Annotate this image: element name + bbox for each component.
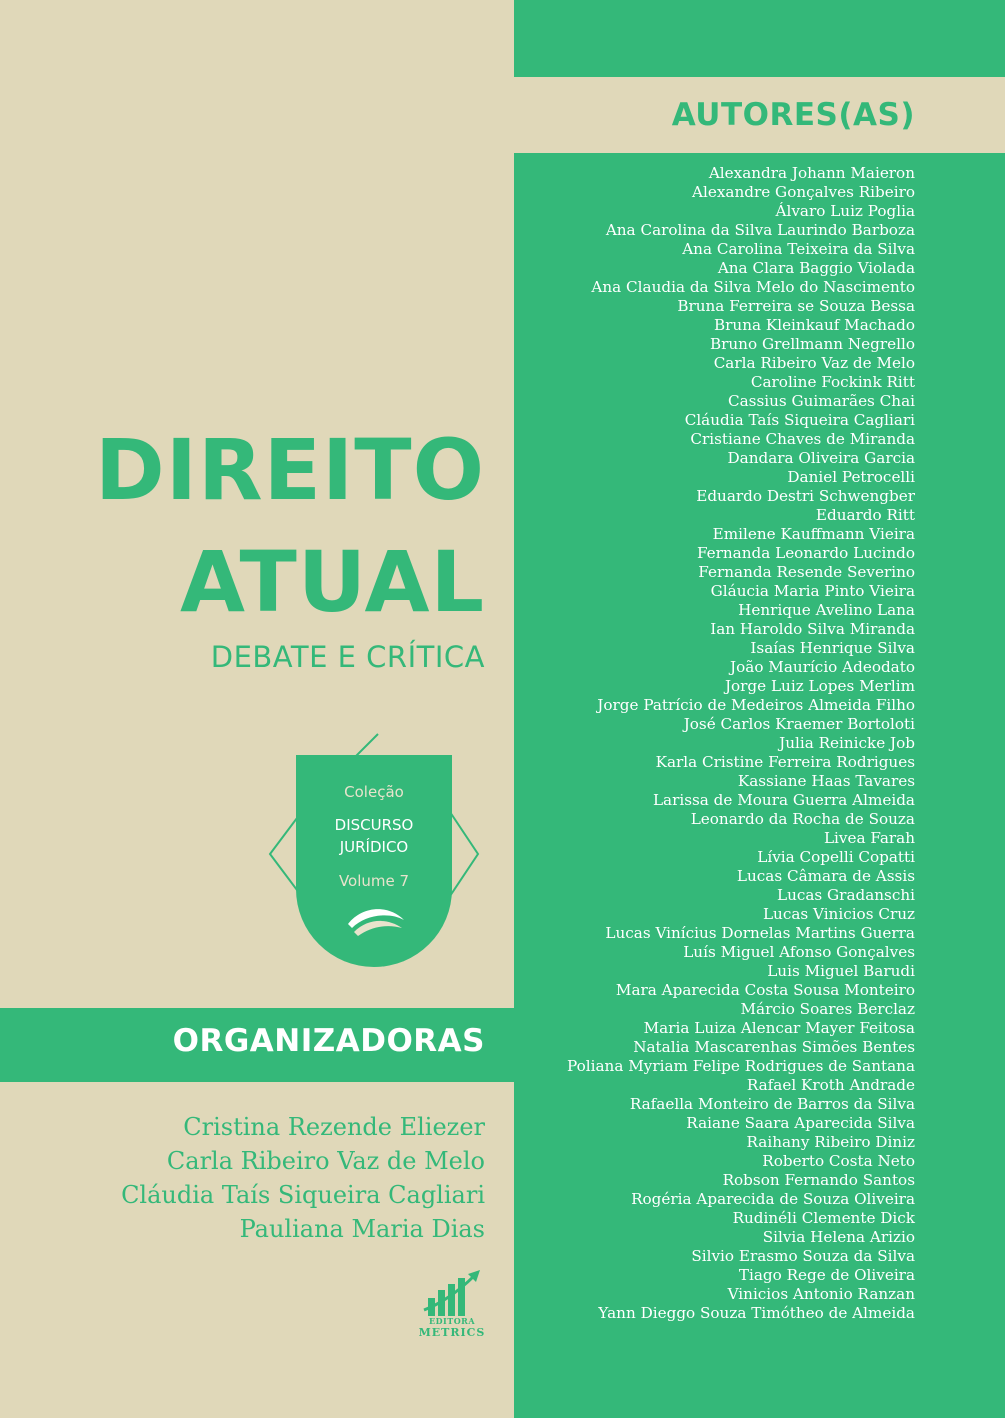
organizers-heading: ORGANIZADORAS bbox=[172, 1023, 485, 1059]
author-name: Vinicios Antonio Ranzan bbox=[727, 1285, 915, 1303]
collection-label: Coleção bbox=[344, 783, 404, 801]
author-name: Ana Carolina da Silva Laurindo Barboza bbox=[605, 221, 915, 239]
author-name: Ana Carolina Teixeira da Silva bbox=[682, 240, 915, 258]
author-name: Fernanda Resende Severino bbox=[698, 563, 915, 581]
author-name: Carla Ribeiro Vaz de Melo bbox=[713, 354, 915, 372]
author-name: Álvaro Luiz Poglia bbox=[775, 202, 915, 220]
author-name: Rudinéli Clemente Dick bbox=[732, 1209, 915, 1227]
author-name: Daniel Petrocelli bbox=[787, 468, 915, 486]
author-name: Gláucia Maria Pinto Vieira bbox=[710, 582, 915, 600]
author-name: Bruna Ferreira se Souza Bessa bbox=[677, 297, 915, 315]
author-name: Natalia Mascarenhas Simões Bentes bbox=[633, 1038, 915, 1056]
author-name: Leonardo da Rocha de Souza bbox=[690, 810, 915, 828]
author-name: Lucas Câmara de Assis bbox=[736, 867, 915, 885]
author-name: Ana Clara Baggio Violada bbox=[717, 259, 915, 277]
collection-name-line-1: DISCURSO bbox=[334, 816, 414, 834]
author-name: Julia Reinicke Job bbox=[779, 734, 915, 752]
author-name: Poliana Myriam Felipe Rodrigues de Santana bbox=[567, 1057, 915, 1075]
author-name: Cláudia Taís Siqueira Cagliari bbox=[684, 411, 915, 429]
author-name: Ana Claudia da Silva Melo do Nascimento bbox=[591, 278, 915, 296]
author-name: Yann Dieggo Souza Timótheo de Almeida bbox=[598, 1304, 915, 1322]
author-name: Luís Miguel Afonso Gonçalves bbox=[683, 943, 915, 961]
author-name: Luis Miguel Barudi bbox=[767, 962, 915, 980]
authors-heading: AUTORES(AS) bbox=[671, 97, 915, 133]
author-name: Bruno Grellmann Negrello bbox=[709, 335, 915, 353]
author-name: Karla Cristine Ferreira Rodrigues bbox=[655, 753, 915, 771]
author-name: Maria Luiza Alencar Mayer Feitosa bbox=[643, 1019, 915, 1037]
author-name: Eduardo Ritt bbox=[815, 506, 915, 524]
author-name: Rafaella Monteiro de Barros da Silva bbox=[629, 1095, 915, 1113]
book-title-line-1: DIREITO bbox=[94, 421, 485, 519]
publisher-name-line-1: EDITORA bbox=[428, 1316, 476, 1326]
authors-list bbox=[567, 164, 915, 1323]
author-name: Mara Aparecida Costa Sousa Monteiro bbox=[615, 981, 915, 999]
author-name: Emilene Kauffmann Vieira bbox=[712, 525, 915, 543]
organizer-name: Cláudia Taís Siqueira Cagliari bbox=[121, 1181, 485, 1209]
author-name: Kassiane Haas Tavares bbox=[737, 772, 915, 790]
author-name: Caroline Fockink Ritt bbox=[750, 373, 915, 391]
author-name: Jorge Luiz Lopes Merlim bbox=[724, 677, 915, 695]
organizers-list bbox=[121, 1110, 485, 1246]
author-name: Larissa de Moura Guerra Almeida bbox=[652, 791, 915, 809]
author-name: Lucas Gradanschi bbox=[777, 886, 915, 904]
author-name: Lucas Vinícius Dornelas Martins Guerra bbox=[605, 924, 915, 942]
author-name: José Carlos Kraemer Bortoloti bbox=[683, 715, 915, 733]
organizer-name: Pauliana Maria Dias bbox=[239, 1215, 485, 1243]
author-name: Lucas Vinicios Cruz bbox=[762, 905, 915, 923]
author-name: Márcio Soares Berclaz bbox=[740, 1000, 915, 1018]
author-name: Robson Fernando Santos bbox=[722, 1171, 915, 1189]
author-name: Jorge Patrício de Medeiros Almeida Filho bbox=[597, 696, 915, 714]
top-accent-band bbox=[514, 0, 1005, 77]
author-name: João Maurício Adeodato bbox=[730, 658, 915, 676]
author-name: Henrique Avelino Lana bbox=[738, 601, 915, 619]
author-name: Eduardo Destri Schwengber bbox=[696, 487, 915, 505]
author-name: Fernanda Leonardo Lucindo bbox=[696, 544, 915, 562]
swoosh-icon bbox=[344, 898, 408, 938]
author-name: Ian Haroldo Silva Miranda bbox=[710, 620, 915, 638]
author-name: Rafael Kroth Andrade bbox=[746, 1076, 915, 1094]
author-name: Lívia Copelli Copatti bbox=[757, 848, 915, 866]
collection-volume: Volume 7 bbox=[338, 872, 410, 890]
publisher-name-line-2: METRICS bbox=[418, 1326, 486, 1339]
author-name: Bruna Kleinkauf Machado bbox=[714, 316, 915, 334]
book-title-line-2: ATUAL bbox=[180, 533, 485, 631]
book-subtitle: DEBATE E CRÍTICA bbox=[210, 640, 485, 674]
author-name: Silvia Helena Arizio bbox=[762, 1228, 915, 1246]
author-name: Cassius Guimarães Chai bbox=[728, 392, 915, 410]
author-name: Rogéria Aparecida de Souza Oliveira bbox=[631, 1190, 915, 1208]
author-name: Alexandra Johann Maieron bbox=[708, 164, 915, 182]
author-name: Silvio Erasmo Souza da Silva bbox=[691, 1247, 915, 1265]
author-name: Alexandre Gonçalves Ribeiro bbox=[692, 183, 915, 201]
author-name: Livea Farah bbox=[823, 829, 915, 847]
author-name: Tiago Rege de Oliveira bbox=[738, 1266, 915, 1284]
author-name: Roberto Costa Neto bbox=[762, 1152, 915, 1170]
author-name: Isaías Henrique Silva bbox=[750, 639, 915, 657]
collection-name-line-2: JURÍDICO bbox=[339, 838, 409, 856]
author-name: Cristiane Chaves de Miranda bbox=[690, 430, 915, 448]
author-name: Raiane Saara Aparecida Silva bbox=[686, 1114, 915, 1132]
organizer-name: Cristina Rezende Eliezer bbox=[183, 1113, 485, 1141]
author-name: Raihany Ribeiro Diniz bbox=[746, 1133, 915, 1151]
organizer-name: Carla Ribeiro Vaz de Melo bbox=[166, 1147, 485, 1175]
author-name: Dandara Oliveira Garcia bbox=[727, 449, 915, 467]
